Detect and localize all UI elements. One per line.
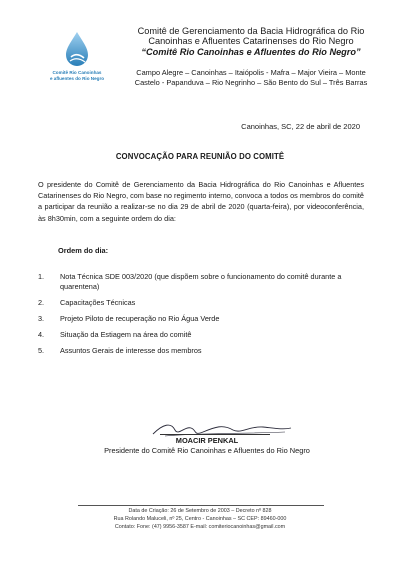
agenda-item xyxy=(38,314,364,324)
committee-name-line2: Canoinhas e Afluentes Catarinenses do Rio Negro xyxy=(148,36,354,47)
agenda-item-number: 5. xyxy=(38,346,45,355)
committee-header xyxy=(120,26,382,57)
agenda-item-number: 4. xyxy=(38,330,45,339)
agenda-item-text: Capacitações Técnicas xyxy=(60,298,136,307)
document-footer xyxy=(0,507,400,532)
footer-creation-date: Data de Criação: 26 de Setembro de 2003 – Decreto nº 828 xyxy=(128,508,272,514)
committee-short-name: “Comitê Rio Canoinhas e Afluentes do Rio Negro” xyxy=(141,46,361,57)
intro-paragraph: O presidente do Comitê de Gerenciamento da Bacia Hidrográfica do Rio Canoinhas e Afluentes Catarinenses do Rio Negro, com base no regimento interno, convoca a todos os membros do comitê a participar da reunião a realizar-se no dia 29 de abril de 2020 (quarta-feira), por videoconferência, às 8h30min, com a seguinte ordem do dia: xyxy=(38,180,364,223)
cities-line2: Castelo - Papanduva – Rio Negrinho – São Bento do Sul – Três Barras xyxy=(134,77,368,87)
agenda-item xyxy=(38,272,364,292)
agenda-item-text: Assuntos Gerais de interesse dos membros xyxy=(60,346,202,355)
footer-contact: Contato: Fone: (47) 9956-3587 E-mail: comiteriocanoinhas@gmail.com xyxy=(114,524,286,531)
logo-caption-line1: Comitê Rio Canoinhas xyxy=(52,70,102,75)
signature-line xyxy=(160,434,270,435)
logo-caption xyxy=(44,70,110,81)
agenda-item-number: 3. xyxy=(38,314,45,323)
agenda-list xyxy=(38,272,364,362)
agenda-title: Ordem do dia: xyxy=(58,246,109,255)
member-cities xyxy=(120,68,382,87)
agenda-item xyxy=(38,298,364,308)
committee-logo xyxy=(44,30,112,92)
cities-line1: Campo Alegre – Canoinhas – Itaiópolis - Mafra – Major Vieira – Monte xyxy=(136,68,366,77)
signer-name: MOACIR PENKAL xyxy=(175,436,239,445)
water-drop-icon xyxy=(62,30,92,68)
agenda-item-text: Nota Técnica SDE 003/2020 (que dispõem sobre o funcionamento do comitê durante a quarentena) xyxy=(60,272,342,291)
document-title: CONVOCAÇÃO PARA REUNIÃO DO COMITÊ xyxy=(115,152,285,161)
agenda-item-number: 2. xyxy=(38,298,45,307)
agenda-item-text: Situação da Estiagem na área do comitê xyxy=(60,330,192,339)
agenda-item xyxy=(38,330,364,340)
agenda-item xyxy=(38,346,364,356)
document-date: Canoinhas, SC, 22 de abril de 2020 xyxy=(241,122,360,131)
footer-address: Rua Rolando Maluceli, nº 25, Centro - Canoinhas – SC CEP: 89460-000 xyxy=(113,516,287,523)
signer-role: Presidente do Comitê Rio Canoinhas e Afluentes do Rio Negro xyxy=(104,446,310,455)
logo-caption-line2: e afluentes do Rio Negro xyxy=(49,75,105,81)
agenda-item-text: Projeto Piloto de recuperação no Rio Água Verde xyxy=(60,314,220,323)
footer-divider xyxy=(78,505,324,506)
committee-name-line1: Comitê de Gerenciamento da Bacia Hidrográfica do Rio xyxy=(137,26,365,36)
agenda-item-number: 1. xyxy=(38,272,45,281)
